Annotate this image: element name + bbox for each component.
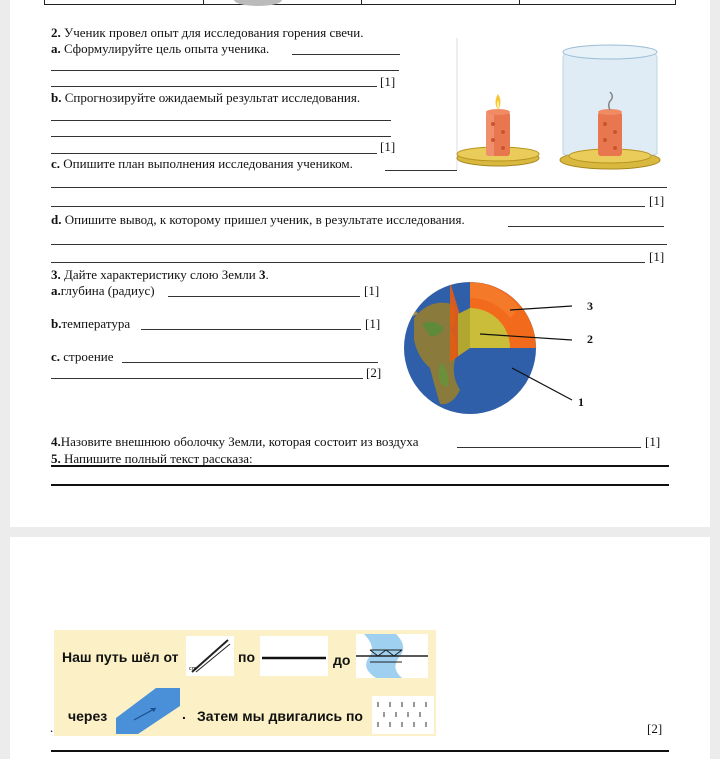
story-part-2: по [238, 649, 256, 665]
answer-line[interactable] [508, 226, 664, 227]
story-part-1: Наш путь шёл от [62, 649, 179, 665]
answer-line[interactable] [457, 447, 641, 448]
answer-line[interactable] [51, 153, 377, 154]
answer-line[interactable] [168, 296, 360, 297]
answer-line[interactable] [51, 136, 391, 137]
q2b: b. Спрогнозируйте ожидаемый результат исследования. [51, 90, 361, 105]
score: [1] [380, 74, 396, 89]
score: [1] [365, 316, 381, 331]
layer-label-3: 3 [587, 299, 593, 313]
q3c: c. строение [51, 349, 114, 364]
answer-line[interactable] [385, 170, 457, 171]
answer-line[interactable] [141, 329, 361, 330]
q3-title: 3. Дайте характеристику слою Земли 3. [51, 267, 269, 282]
answer-line[interactable] [51, 484, 669, 486]
answer-line[interactable] [51, 70, 399, 71]
story-part-4: через [68, 708, 108, 724]
partial-figure [228, 0, 288, 8]
answer-line[interactable] [51, 750, 669, 752]
layer-label-2: 2 [587, 332, 593, 346]
swamp-symbol-box [372, 696, 434, 734]
q2-title: 2. Ученик провел опыт для исследования горения свечи. [51, 25, 364, 40]
forest-symbol-box [186, 636, 234, 676]
answer-line[interactable] [292, 54, 400, 55]
open-candle [457, 94, 539, 166]
answer-line[interactable] [51, 206, 645, 207]
answer-line[interactable] [51, 86, 377, 87]
layer-label-1: 1 [578, 395, 584, 409]
candle-experiment-image [455, 36, 670, 172]
score: [1] [649, 249, 665, 264]
earth-layers-image [400, 278, 600, 418]
q2d: d. Опишите вывод, к которому пришел ученик, в результате исследования. [51, 212, 465, 227]
answer-line[interactable] [51, 187, 667, 188]
q2a: a. Сформулируйте цель опыта ученика. [51, 41, 270, 56]
score: [2] [647, 721, 663, 736]
q4: 4.Назовите внешнюю оболочку Земли, которая состоит из воздуха [51, 434, 419, 449]
bridge-symbol-box [356, 634, 428, 678]
answer-line[interactable] [51, 378, 363, 379]
q3a: a.глубина (радиус) [51, 283, 155, 298]
answer-line[interactable] [51, 244, 667, 245]
covered-candle [560, 45, 660, 169]
answer-line[interactable] [122, 362, 378, 363]
score: [1] [364, 283, 380, 298]
score: [2] [366, 365, 382, 380]
story-part-5: Затем мы двигались по [197, 708, 363, 724]
answer-line[interactable] [51, 120, 391, 121]
score: [1] [380, 139, 396, 154]
road-symbol-box [260, 636, 328, 676]
svg-text:cm: cm [189, 666, 197, 672]
answer-line[interactable] [51, 465, 669, 467]
score: [1] [649, 193, 665, 208]
story-puzzle [54, 630, 436, 736]
table-fragment [44, 0, 676, 5]
river-symbol-box [116, 688, 180, 734]
q3b: b.температура [51, 316, 131, 331]
score: [1] [645, 434, 661, 449]
q5: 5. Напишите полный текст рассказа: [51, 451, 253, 466]
story-dot-left: . [50, 720, 54, 735]
answer-line[interactable] [51, 262, 645, 263]
story-dot-mid: . [182, 706, 186, 722]
q2c: c. Опишите план выполнения исследования учеником. [51, 156, 353, 171]
story-part-3: до [333, 652, 351, 668]
